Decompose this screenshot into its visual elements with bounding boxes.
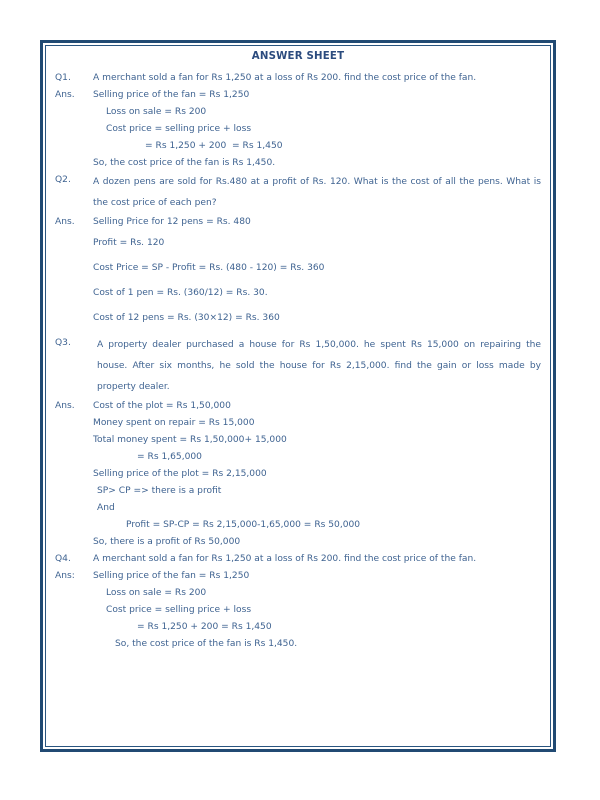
document-content [43, 43, 553, 749]
question-label-q3: Q3. [55, 338, 71, 349]
answer-label-q4: Ans: [55, 571, 75, 582]
answer-line: Loss on sale = Rs 200 [106, 107, 207, 118]
answer-line: Selling price of the fan = Rs 1,250 [93, 90, 250, 101]
question-row-q3 [55, 335, 544, 398]
answer-line: Cost price = selling price + loss [106, 124, 252, 135]
answer-line: So, there is a profit of Rs 50,000 [93, 537, 241, 548]
answer-label-q1: Ans. [55, 90, 75, 101]
question-row-q2 [55, 172, 544, 214]
answer-row-q1 [55, 87, 541, 172]
answer-line: = Rs 1,65,000 [137, 452, 202, 463]
answer-line: So, the cost price of the fan is Rs 1,450. [115, 639, 298, 650]
page-title: ANSWER SHEET [251, 51, 345, 62]
answer-text-q4 [93, 568, 541, 653]
question-body-q2: A dozen pens are sold for Rs.480 at a profit of Rs. 120. What is the cost of all the pens. What is the cost price of each pen? [93, 177, 544, 209]
answer-line: Cost price = selling price + loss [106, 605, 252, 616]
answer-line: Loss on sale = Rs 200 [106, 588, 207, 599]
question-text-q1 [93, 70, 541, 87]
answer-label-q3: Ans. [55, 401, 75, 412]
answer-line: Cost Price = SP - Profit = Rs. (480 - 120) = Rs. 360 [93, 263, 325, 274]
answer-row-q2 [55, 214, 541, 331]
question-label-q4: Q4. [55, 554, 71, 565]
answer-line: Cost of 1 pen = Rs. (360/12) = Rs. 30. [93, 288, 268, 299]
question-body-q4: A merchant sold a fan for Rs 1,250 at a loss of Rs 200. find the cost price of the fan. [93, 554, 477, 565]
question-body-q1: A merchant sold a fan for Rs 1,250 at a loss of Rs 200. find the cost price of the fan. [93, 73, 477, 84]
answer-text-q1 [93, 87, 541, 172]
answer-text-q3 [93, 398, 541, 551]
answer-line: Profit = Rs. 120 [93, 238, 165, 249]
question-text-q4 [93, 551, 541, 568]
answer-line: Total money spent = Rs 1,50,000+ 15,000 [93, 435, 287, 446]
answer-line: Cost of the plot = Rs 1,50,000 [93, 401, 231, 412]
answer-line: SP> CP => there is a profit [97, 486, 222, 497]
answer-line: And [97, 503, 115, 514]
question-text-q3 [93, 335, 544, 398]
answer-row-q4 [55, 568, 541, 653]
question-label-q2: Q2. [55, 175, 71, 186]
answer-line: Money spent on repair = Rs 15,000 [93, 418, 255, 429]
question-label-q1: Q1. [55, 73, 71, 84]
answer-line: Profit = SP-CP = Rs 2,15,000-1,65,000 = Rs 50,000 [126, 520, 361, 531]
page-border-outer [40, 40, 556, 752]
question-body-q3: A property dealer purchased a house for Rs 1,50,000. he spent Rs 15,000 on repairing the house. After six months, he sold the house for Rs 2,15,000. find the gain or loss made by property dealer. [97, 340, 544, 393]
answer-line: Selling price of the fan = Rs 1,250 [93, 571, 250, 582]
answer-row-q3 [55, 398, 541, 551]
answer-line: = Rs 1,250 + 200 = Rs 1,450 [137, 622, 272, 633]
answer-line: Selling price of the plot = Rs 2,15,000 [93, 469, 267, 480]
answer-label-q2: Ans. [55, 217, 75, 228]
answer-text-q2 [93, 214, 541, 331]
question-row-q1 [55, 70, 541, 87]
answer-line: = Rs 1,250 + 200 = Rs 1,450 [145, 141, 283, 152]
answer-line: Cost of 12 pens = Rs. (30×12) = Rs. 360 [93, 313, 280, 324]
answer-line: So, the cost price of the fan is Rs 1,450. [93, 158, 276, 169]
question-text-q2 [93, 172, 544, 214]
answer-line: Selling Price for 12 pens = Rs. 480 [93, 217, 251, 228]
question-row-q4 [55, 551, 541, 568]
